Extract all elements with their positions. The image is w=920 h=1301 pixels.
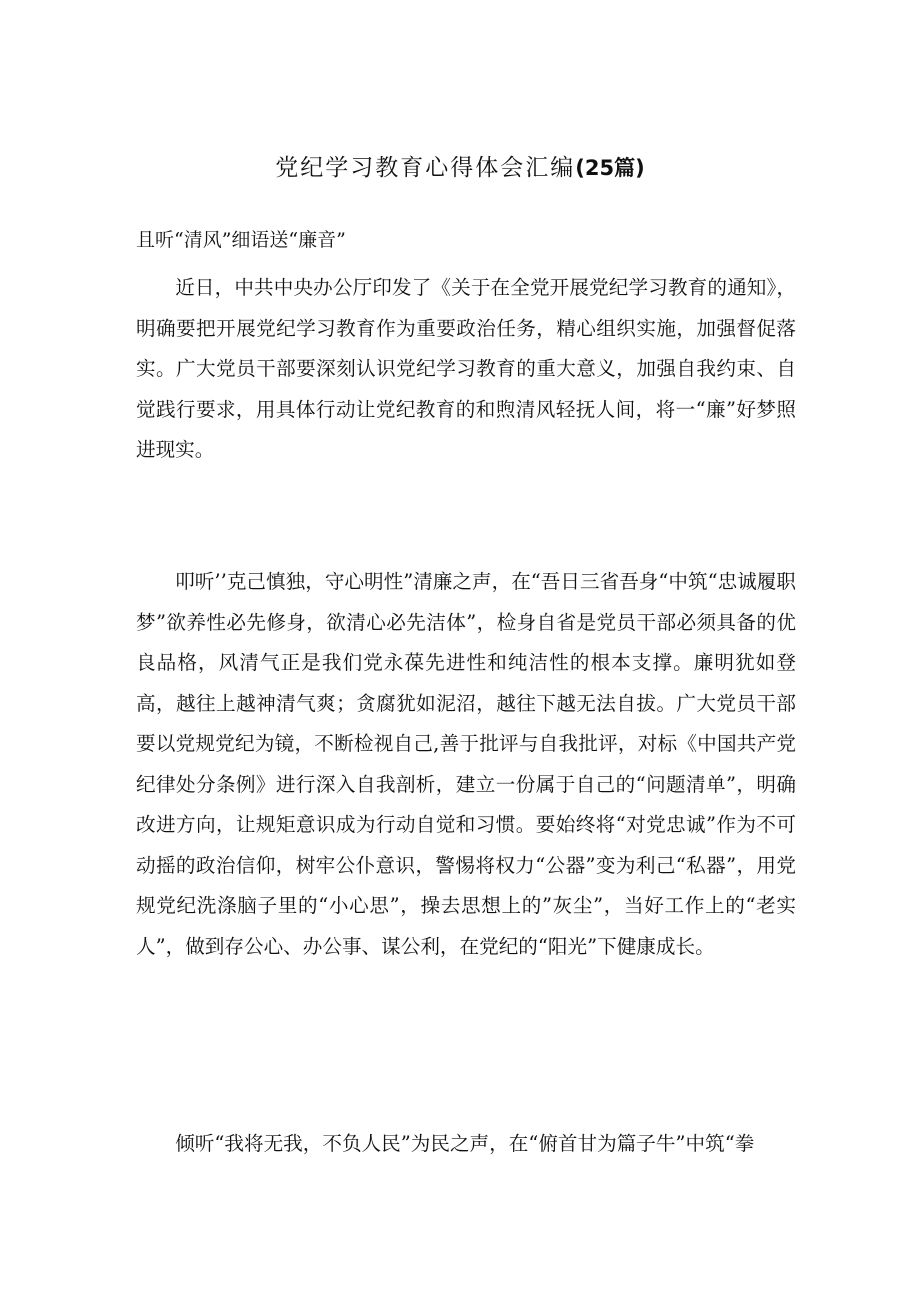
title-count-text: (25篇): [575, 156, 645, 180]
body-paragraph: 倾听“我将无我，不负人民”为民之声，在“俯首甘为篇子牛”中筑“拳: [175, 1132, 755, 1155]
body-paragraph: 近日，中共中央办公厅印发了《关于在全党开展党纪学习教育的通知》，明确要把开展党纪学习教育作为重要政治任务，精心组织实施，加强督促落实。广大党员干部要深刻认识党纪学习教育的重大意义，加强自我约束、自觉践行要求，用具体行动让党纪教育的和煦清风轻抚人间，将一“廉”好梦照进现实。: [136, 276, 796, 461]
title-main-text: 党纪学习教育心得体会汇编: [275, 155, 576, 181]
section-subtitle: 且听“清风”细语送“廉音”: [136, 229, 346, 251]
document-title: [0, 150, 920, 186]
body-paragraph: 叩听’’克己慎独，守心明性”清廉之声，在“吾日三省吾身“中筑“忠诚履职梦”欲养性必先修身，欲清心必先洁体”，检身自省是党员干部必须具备的优良品格，风清气正是我们党永葆先进性和纯洁性的根本支撑。廉明犹如登高，越往上越神清气爽；贪腐犹如泥沼，越往下越无法自拔。广大党员干部要以党规党纪为镜，不断检视自己,善于批评与自我批评，对标《中国共产党纪律处分条例》进行深入自我剖析，建立一份属于自己的“问题清单”，明确改进方向，让规矩意识成为行动自觉和习惯。要始终将“对党忠诚”作为不可动摇的政治信仰，树牢公仆意识，警惕将权力“公器”变为利己“私器”，用党规党纪洗涤脑子里的“小心思”，操去思想上的”灰尘”，当好工作上的“老实人”，做到存公心、办公事、谋公利，在党纪的“阳光”下健康成长。: [136, 570, 796, 958]
